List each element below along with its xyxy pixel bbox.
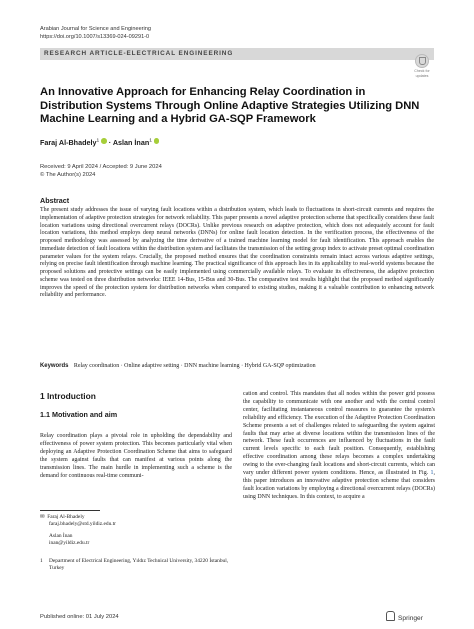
section-heading: 1 Introduction	[40, 391, 96, 401]
publisher-logo	[386, 611, 423, 622]
footnote-author1-email[interactable]: faraj.bhadely@std.yildiz.edu.tr	[49, 521, 116, 527]
intro-paragraph-right	[243, 391, 435, 502]
keywords-text: Relay coordination · Online adaptive setting · DNN machine learning · Hybrid GA-SQP optimization	[73, 363, 316, 369]
published-online: Published online: 01 July 2024	[40, 614, 119, 620]
journal-name: Arabian Journal for Science and Engineering	[40, 26, 152, 32]
affiliation-number: 1	[40, 558, 43, 564]
check-for-updates-badge[interactable]	[411, 54, 433, 78]
article-type-label: RESEARCH ARTICLE-ELECTRICAL ENGINEERING	[44, 50, 234, 57]
author-affiliation-mark: 1	[96, 138, 100, 144]
envelope-icon: ✉	[40, 514, 45, 520]
affiliation-text: Department of Electrical Engineering, Yıldız Technical University, 34220 İstanbul, Turkey	[49, 558, 229, 571]
figure-reference-link[interactable]: 1	[430, 470, 434, 477]
badge-line1: Check for	[414, 69, 430, 73]
orcid-icon[interactable]	[101, 138, 107, 144]
springer-horse-icon	[386, 611, 395, 621]
right-text-a: cation and control. This mandates that all nodes within the power grid possess the capability to communicate with one another and with the central control center, facilitating instantaneous control measures to guarantee the system's reliability and efficiency. The execution of the Adaptive Protection Coordination Scheme presents a set of challenges related to safeguarding the system against faults that may arise at diverse locations within the transmission lines of the network. These fault occurrences are influenced by fluctuations in the fault current levels specific to each fault position. Consequently, establishing effective coordination among these relays becomes a complex undertaking owing to the ever-changing fault locations and short-circuit currents, which can vary under different power system conditions. Hence, as illustrated in Fig.	[243, 391, 435, 477]
affiliation-footnote	[40, 558, 230, 572]
abstract-text: The present study addresses the issue of varying fault locations within a distribution system, which leads to fluctuations in short-circuit currents and requires the implementation of adaptive protection strategies for network reliability. This paper presents a novel adaptive protection scheme that specifically considers these fault location variations using directional overcurrent relays (DOCRs). Unlike previous research on adaptive protection, which does not adequately account for fault location variations, this method employs deep neural networks (DNNs) for online fault location detection. In the verification process, the effectiveness of the proposed methodology was assessed by analyzing the time derivative of a trained machine learning model for fault identification. This approach enables the immediate detection of fault locations within the distribution system and facilitates the transmission of the setting group index to activate preset optimal coordination parameter values for the system relays. Crucially, the proposed method ensures that the coordination constraints remain intact across various adaptive settings, relying on precise fault identification through machine learning. The practical significance of this approach lies in its applicability to real-world systems because the proposed solutions and protective settings can be easily implemented using commercially available relays. To evaluate its effectiveness, the adaptive protection scheme was tested on three distribution networks: IEEE 14-Bus, 15-Bus and 30-Bus. The comparative test results highlight that the proposed method significantly improves the speed of the protection system for distribution networks when compared to existing studies, making it a valuable contribution to enhancing network reliability and performance.	[40, 207, 434, 299]
subsection-heading: 1.1 Motivation and aim	[40, 410, 118, 419]
article-type-banner	[40, 48, 434, 60]
paper-title: An Innovative Approach for Enhancing Relay Coordination in Distribution Systems Through Online Adaptive Strategies Utilizing DNN Machine Learning and a Hybrid GA-SQP Framework	[40, 86, 420, 126]
author-name[interactable]: Aslan İnan	[112, 138, 150, 147]
keywords	[40, 363, 434, 371]
article-dates	[40, 164, 162, 179]
author-name[interactable]: Faraj Al-Bhadely	[40, 138, 97, 147]
abstract-heading: Abstract	[40, 196, 70, 205]
corresponding-author	[40, 514, 116, 547]
publisher-name: Springer	[398, 615, 423, 622]
badge-line2: updates	[415, 74, 429, 78]
right-text-b: , this paper introduces an innovative adaptive protection scheme that considers fault location variations by employing a directional overcurrent relays (DOCRs) using DNN techniques. In this context, to acquire a	[243, 470, 435, 500]
footnote-author2-name: Aslan İnan	[49, 533, 73, 539]
copyright: © The Author(s) 2024	[40, 171, 96, 178]
author-affiliation-mark: 1	[149, 138, 152, 144]
journal-doi[interactable]: https://doi.org/10.1007/s13369-024-09291-0	[40, 33, 150, 40]
footnote-author1-name: Faraj Al-Bhadely	[47, 514, 85, 520]
keywords-label: Keywords	[40, 363, 69, 369]
journal-header	[40, 26, 151, 41]
check-for-updates-icon	[415, 54, 429, 68]
footnote-divider	[40, 510, 100, 511]
received-accepted: Received: 9 April 2024 / Accepted: 9 June 2024	[40, 164, 162, 170]
intro-paragraph-left: Relay coordination plays a pivotal role in upholding the dependability and effectiveness of power system protection. This becomes particularly vital when deploying an Adaptive Protection Coordination Scheme that aims to safeguard the system against faults that can manifest at various points along the transmission lines. The main hurdle in implementing such a scheme is the demand for continuous real-time communi-	[40, 433, 232, 479]
footnote-author2-email[interactable]: inan@yildiz.edu.tr	[49, 540, 90, 546]
author-separator: ·	[108, 138, 112, 147]
author-list	[40, 138, 159, 147]
orcid-icon[interactable]	[154, 138, 160, 144]
